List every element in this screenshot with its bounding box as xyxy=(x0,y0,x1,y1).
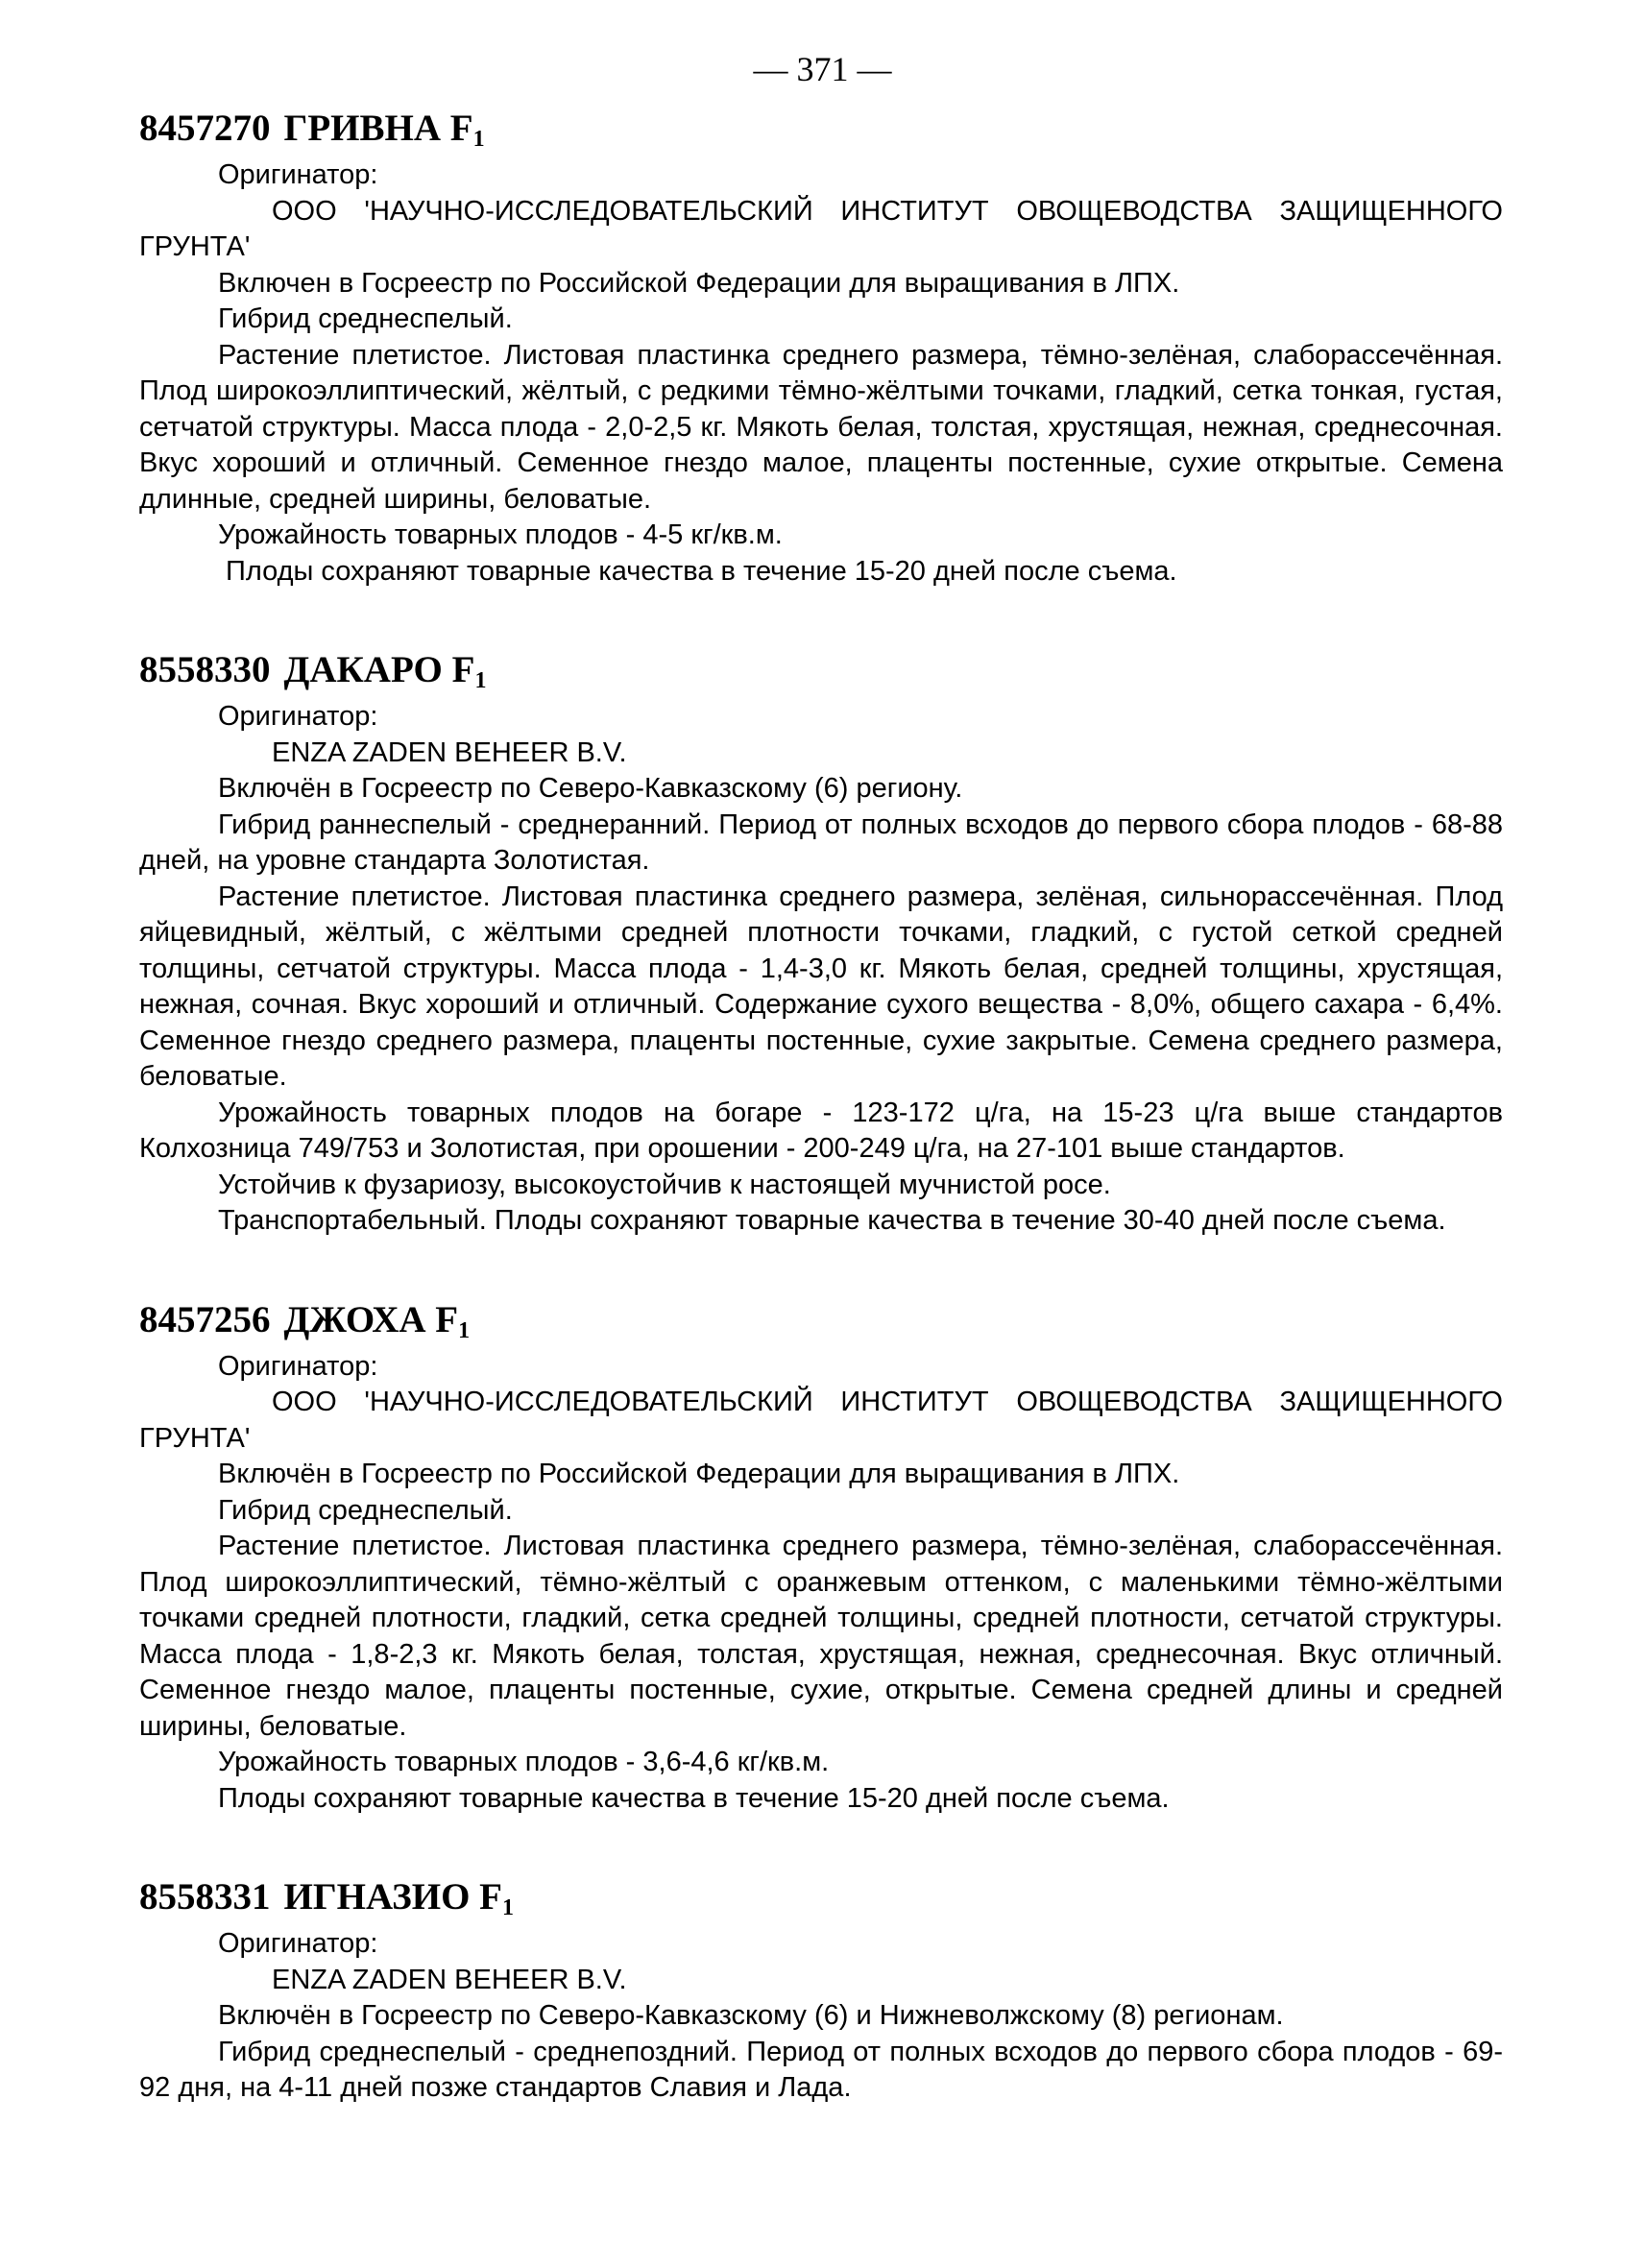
variety-entry-grivna xyxy=(139,106,1503,590)
entry-number: 8558331 xyxy=(139,1876,271,1918)
originator-label: Оригинатор: xyxy=(218,1928,378,1959)
storage-text: Транспортабельный. Плоды сохраняют товарные качества в течение 30-40 дней после съема. xyxy=(218,1205,1446,1236)
originator-label: Оригинатор: xyxy=(218,159,378,190)
page-number: — 371 — xyxy=(753,50,892,88)
entry-title xyxy=(139,106,1503,152)
storage-text: Плоды сохраняют товарные качества в течение 15-20 дней после съема. xyxy=(218,1782,1170,1814)
entry-subscript: 1 xyxy=(502,1895,515,1920)
registry-text: Включён в Госреестр по Российской Федерации для выращивания в ЛПХ. xyxy=(218,1459,1180,1489)
storage-text: Плоды сохраняют товарные качества в течение 15-20 дней после съема. xyxy=(226,555,1177,587)
entry-title xyxy=(139,1297,1503,1343)
entry-subscript: 1 xyxy=(458,1317,471,1343)
page-content xyxy=(139,106,1503,2107)
entry-number: 8457256 xyxy=(139,1298,271,1340)
entry-name: ДАКАРО F xyxy=(283,649,475,690)
entry-title xyxy=(139,647,1503,693)
yield-text: Урожайность товарных плодов на богаре - 123-172 ц/га, на 15-23 ц/га выше стандартов Колхозница 749/753 и Золотистая, при орошении - 200-249 ц/га, на 27-101 выше стандартов. xyxy=(139,1097,1503,1164)
variety-entry-ignazio xyxy=(139,1874,1503,2107)
ripeness-text: Гибрид среднеспелый - среднепоздний. Период от полных всходов до первого сбора плодов - 69-92 дня, на 4-11 дней позже стандартов Славия и Лада. xyxy=(139,2036,1503,2103)
entry-number: 8558330 xyxy=(139,649,271,690)
yield-text: Урожайность товарных плодов - 3,6-4,6 кг/кв.м. xyxy=(218,1747,830,1777)
variety-entry-dzhokha xyxy=(139,1297,1503,1818)
originator-name: ENZA ZADEN BEHEER B.V. xyxy=(272,736,627,768)
description-text: Растение плетистое. Листовая пластинка среднего размера, тёмно-зелёная, слаборассечённая. Плод широкоэллиптический, тёмно-жёлтый с оранжевым оттенком, с маленькими тёмно-жёлтыми точками средней плотности, гладкий, сетка средней толщины, средней плотности, сетчатой структуры. Масса плода - 1,8-2,3 кг. Мякоть белая, толстая, хрустящая, нежная, среднесочная. Вкус отличный. Семенное гнездо малое, плаценты постенные, сухие, открытые. Семена средней длины и средней ширины, беловатые. xyxy=(139,1531,1503,1742)
registry-text: Включён в Госреестр по Северо-Кавказскому (6) и Нижневолжскому (8) регионам. xyxy=(218,2000,1284,2031)
entry-name: ИГНАЗИО F xyxy=(283,1876,503,1918)
entry-subscript: 1 xyxy=(474,668,487,693)
ripeness-text: Гибрид среднеспелый. xyxy=(218,1494,513,1526)
description-text: Растение плетистое. Листовая пластинка среднего размера, тёмно-зелёная, слаборассечённая. Плод широкоэллиптический, жёлтый, с редкими тёмно-жёлтыми точками, гладкий, сетка тонкая, густая, сетчатой структуры. Масса плода - 2,0-2,5 кг. Мякоть белая, толстая, хрустящая, нежная, среднесочная. Вкус хороший и отличный. Семенное гнездо малое, плаценты постенные, сухие открытые. Семена длинные, средней ширины, беловатые. xyxy=(139,339,1503,515)
entry-name: ДЖОХА F xyxy=(283,1298,459,1340)
registry-text: Включен в Госреестр по Российской Федерации для выращивания в ЛПХ. xyxy=(218,267,1180,299)
variety-entry-dakaro xyxy=(139,647,1503,1240)
originator-label: Оригинатор: xyxy=(218,1350,378,1382)
entry-number: 8457270 xyxy=(139,108,271,149)
entry-name: ГРИВНА F xyxy=(283,108,473,149)
resistance-text: Устойчив к фузариозу, высокоустойчив к настоящей мучнистой росе. xyxy=(218,1169,1111,1200)
description-text: Растение плетистое. Листовая пластинка среднего размера, зелёная, сильнорассечённая. Плод яйцевидный, жёлтый, с жёлтыми средней плотности точками, гладкий, с густой сеткой средней толщины, сетчатой структуры. Масса плода - 1,4-3,0 кг. Мякоть белая, средней толщины, хрустящая, нежная, сочная. Вкус хороший и отличный. Содержание сухого вещества - 8,0%, общего сахара - 6,4%. Семенное гнездо среднего размера, плаценты постенные, сухие закрытые. Семена среднего размера, беловатые. xyxy=(139,881,1503,1092)
yield-text: Урожайность товарных плодов - 4-5 кг/кв.м. xyxy=(218,519,783,550)
ripeness-text: Гибрид среднеспелый. xyxy=(218,303,513,334)
ripeness-text: Гибрид раннеспелый - среднеранний. Период от полных всходов до первого сбора плодов - 68-88 дней, на уровне стандарта Золотистая. xyxy=(139,808,1503,876)
registry-text: Включён в Госреестр по Северо-Кавказскому (6) региону. xyxy=(218,773,963,804)
entry-subscript: 1 xyxy=(472,127,485,152)
originator-label: Оригинатор: xyxy=(218,701,378,732)
originator-name: ООО 'НАУЧНО-ИССЛЕДОВАТЕЛЬСКИЙ ИНСТИТУТ ОВОЩЕВОДСТВА ЗАЩИЩЕННОГО ГРУНТА' xyxy=(139,195,1503,262)
originator-name: ENZA ZADEN BEHEER B.V. xyxy=(272,1964,627,1995)
entry-title xyxy=(139,1874,1503,1920)
originator-name: ООО 'НАУЧНО-ИССЛЕДОВАТЕЛЬСКИЙ ИНСТИТУТ ОВОЩЕВОДСТВА ЗАЩИЩЕННОГО ГРУНТА' xyxy=(139,1387,1503,1454)
